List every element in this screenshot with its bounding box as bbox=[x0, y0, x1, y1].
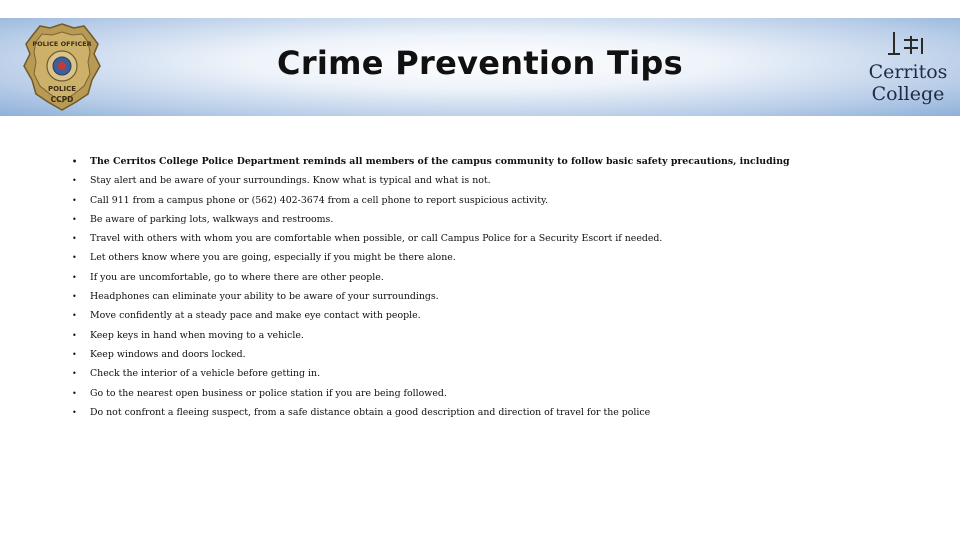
bullet-icon: • bbox=[72, 272, 77, 282]
bullet-icon: • bbox=[72, 253, 77, 263]
page-title: Crime Prevention Tips bbox=[277, 44, 683, 82]
tips-list bbox=[72, 152, 932, 422]
tip-item bbox=[72, 345, 932, 364]
cerritos-college-logo bbox=[860, 28, 955, 108]
tip-text: Be aware of parking lots, walkways and restrooms. bbox=[90, 213, 334, 225]
tip-item bbox=[72, 268, 932, 287]
bullet-icon: • bbox=[72, 330, 77, 340]
tip-item bbox=[72, 191, 932, 210]
bullet-icon: • bbox=[72, 292, 77, 302]
tip-text: Call 911 from a campus phone or (562) 402-3674 from a cell phone to report suspicious activity. bbox=[90, 194, 549, 206]
tip-text: Move confidently at a steady pace and make eye contact with people. bbox=[90, 310, 421, 322]
tip-text: If you are uncomfortable, go to where there are other people. bbox=[90, 271, 384, 283]
bullet-icon: • bbox=[72, 214, 77, 224]
bullet-icon: • bbox=[72, 234, 77, 244]
tip-item bbox=[72, 210, 932, 229]
bullet-icon: • bbox=[72, 349, 77, 359]
tip-text: Go to the nearest open business or police station if you are being followed. bbox=[90, 387, 447, 399]
tip-text: Travel with others with whom you are comfortable when possible, or call Campus Police for a Security Escort if needed. bbox=[90, 233, 663, 245]
tip-item bbox=[72, 287, 932, 306]
bullet-icon: • bbox=[72, 156, 78, 166]
tip-text: Stay alert and be aware of your surroundings. Know what is typical and what is not. bbox=[90, 175, 491, 187]
tip-item bbox=[72, 229, 932, 248]
tip-text: Let others know where you are going, especially if you might be there alone. bbox=[90, 252, 456, 264]
tip-text: Headphones can eliminate your ability to be aware of your surroundings. bbox=[90, 291, 439, 303]
bullet-icon: • bbox=[72, 195, 77, 205]
badge-middle-text: POLICE bbox=[47, 85, 77, 93]
tip-text: Check the interior of a vehicle before getting in. bbox=[90, 368, 321, 380]
bullet-icon: • bbox=[72, 176, 77, 186]
tip-text: Do not confront a fleeing suspect, from a safe distance obtain a good description and direction of travel for the police bbox=[90, 406, 651, 418]
tip-item bbox=[72, 306, 932, 325]
tip-item-intro bbox=[72, 152, 932, 171]
badge-bottom-text: CCPD bbox=[50, 95, 74, 104]
tip-item bbox=[72, 248, 932, 267]
title-banner bbox=[0, 18, 960, 116]
tip-item bbox=[72, 384, 932, 403]
college-logo-line2: College bbox=[871, 83, 945, 105]
bullet-icon: • bbox=[72, 388, 77, 398]
tip-text: The Cerritos College Police Department reminds all members of the campus community to follow basic safety precautions, including bbox=[90, 156, 790, 167]
tip-item bbox=[72, 326, 932, 345]
bullet-icon: • bbox=[72, 369, 77, 379]
tip-text: Keep keys in hand when moving to a vehicle. bbox=[90, 329, 304, 341]
tip-item bbox=[72, 364, 932, 383]
college-logo-line1: Cerritos bbox=[868, 61, 948, 83]
bullet-icon: • bbox=[72, 311, 77, 321]
tip-item bbox=[72, 403, 932, 422]
bullet-icon: • bbox=[72, 407, 77, 417]
badge-top-text: POLICE OFFICER bbox=[32, 40, 92, 48]
tip-item bbox=[72, 171, 932, 190]
college-emblem-icon bbox=[888, 32, 922, 54]
tip-text: Keep windows and doors locked. bbox=[90, 348, 246, 360]
